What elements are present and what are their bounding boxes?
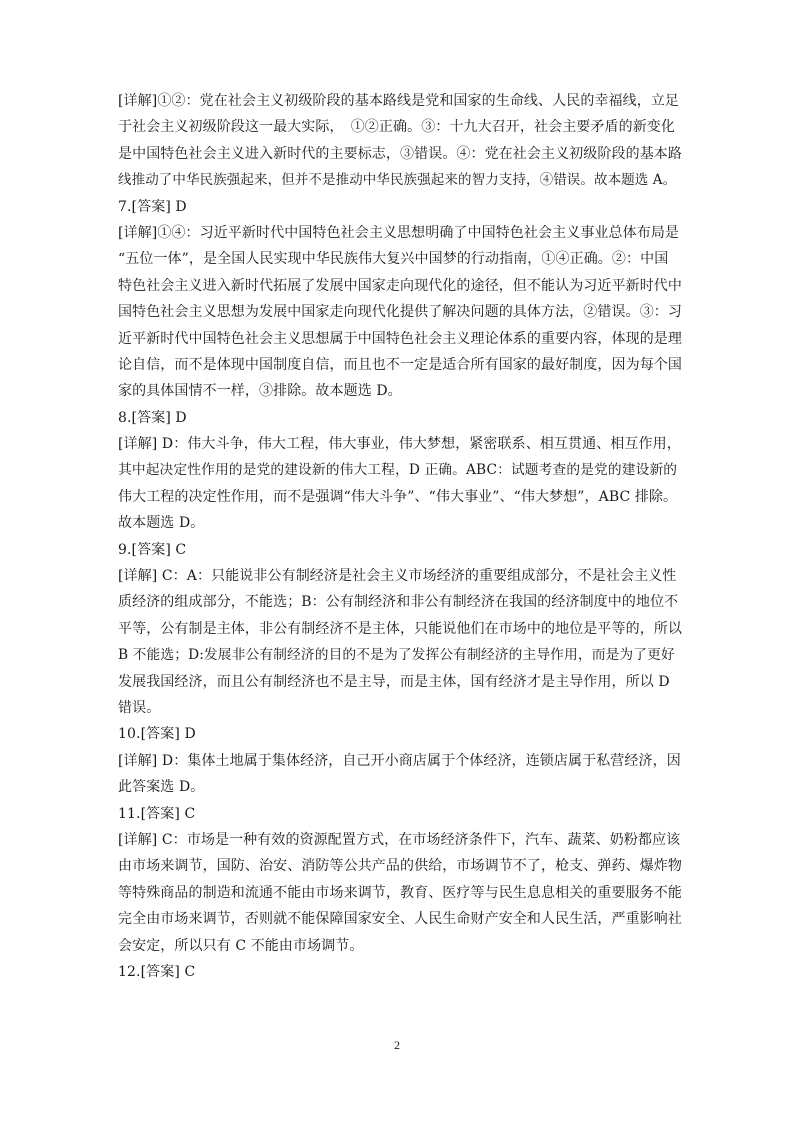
- document-body: [118, 88, 682, 985]
- answer-heading-10: 10.[答案] D: [118, 726, 196, 743]
- text-line: 等特殊商品的制造和流通不能由市场来调节，教育、医疗等与民生息息相关的重要服务不能: [118, 884, 682, 901]
- text-line: [详解]①④：习近平新时代中国特色社会主义思想明确了中国特色社会主义事业总体布局是: [118, 224, 680, 241]
- text-line: 会安定，所以只有 C 不能由市场调节。: [118, 937, 364, 954]
- text-line: [详解] C：市场是一种有效的资源配置方式，在市场经济条件下，汽车、蔬菜、奶粉都应该: [118, 831, 681, 848]
- text-line: 线推动了中华民族强起来，但并不是推动中华民族强起来的智力支持，④错误。故本题选 A。: [118, 172, 677, 189]
- answer-heading-8: 8.[答案] D: [118, 409, 187, 426]
- text-line: 故本题选 D。: [118, 515, 205, 532]
- text-line: [详解] D：伟大斗争，伟大工程，伟大事业，伟大梦想，紧密联系、相互贯通、相互作用，: [118, 436, 681, 453]
- text-line: 论自信，而不是体现中国制度自信，而且也不一定是适合所有国家的最好制度，因为每个国: [118, 356, 682, 373]
- page-number: 2: [394, 1038, 400, 1052]
- text-line: 此答案选 D。: [118, 779, 205, 796]
- text-line: 发展我国经济，而且公有制经济也不是主导，而是主体，国有经济才是主导作用，所以 D: [118, 673, 670, 690]
- answer-heading-11: 11.[答案] C: [118, 805, 196, 822]
- answer-heading-12: 12.[答案] C: [118, 963, 196, 980]
- text-line: “五位一体”，是全国人民实现中华民族伟大复兴中国梦的行动指南，①④正确。②：中国: [118, 251, 669, 268]
- answer-heading-9: 9.[答案] C: [118, 541, 187, 558]
- text-line: 特色社会主义进入新时代拓展了发展中国家走向现代化的途径，但不能认为习近平新时代中: [118, 277, 682, 294]
- text-line: B 不能选；D:发展非公有制经济的目的不是为了发挥公有制经济的主导作用，而是为了更好: [118, 647, 675, 664]
- text-line: 完全由市场来调节，否则就不能保障国家安全、人民生命财产安全和人民生活，严重影响社: [118, 911, 682, 928]
- text-line: 家的具体国情不一样，③排除。故本题选 D。: [118, 383, 402, 400]
- text-line: 其中起决定性作用的是党的建设新的伟大工程，D 正确。ABC：试题考查的是党的建设新的: [118, 462, 678, 479]
- text-line: 近平新时代中国特色社会主义思想属于中国特色社会主义理论体系的重要内容，体现的是理: [118, 330, 682, 347]
- text-line: 是中国特色社会主义进入新时代的主要标志，③错误。④：党在社会主义初级阶段的基本路: [118, 145, 682, 162]
- text-line: [详解]①②：党在社会主义初级阶段的基本路线是党和国家的生命线、人民的幸福线，立足: [118, 93, 680, 109]
- text-line: 质经济的组成部分，不能选；B：公有制经济和非公有制经济在我国的经济制度中的地位不: [118, 594, 679, 611]
- text-line: 由市场来调节，国防、治安、消防等公共产品的供给，市场调节不了，枪支、弹药、爆炸物: [118, 858, 682, 875]
- text-line: 于社会主义初级阶段这一最大实际， ①②正确。③：十九大召开，社会主要矛盾的新变化: [118, 119, 675, 136]
- text-line: 伟大工程的决定性作用，而不是强调“伟大斗争”、“伟大事业”、“伟大梦想”，ABC 排除。: [118, 488, 678, 505]
- text-line: 平等，公有制是主体，非公有制经济不是主体，只能说他们在市场中的地位是平等的，所以: [118, 620, 682, 637]
- text-line: [详解] C：A：只能说非公有制经济是社会主义市场经济的重要组成部分，不是社会主义性: [118, 568, 677, 585]
- text-line: [详解] D：集体土地属于集体经济，自己开小商店属于个体经济，连锁店属于私营经济，因: [118, 752, 681, 769]
- text-line: 错误。: [118, 699, 161, 716]
- answer-heading-7: 7.[答案] D: [118, 198, 187, 215]
- text-line: 国特色社会主义思想为发展中国家走向现代化提供了解决问题的具体方法，②错误。③：习: [118, 304, 682, 321]
